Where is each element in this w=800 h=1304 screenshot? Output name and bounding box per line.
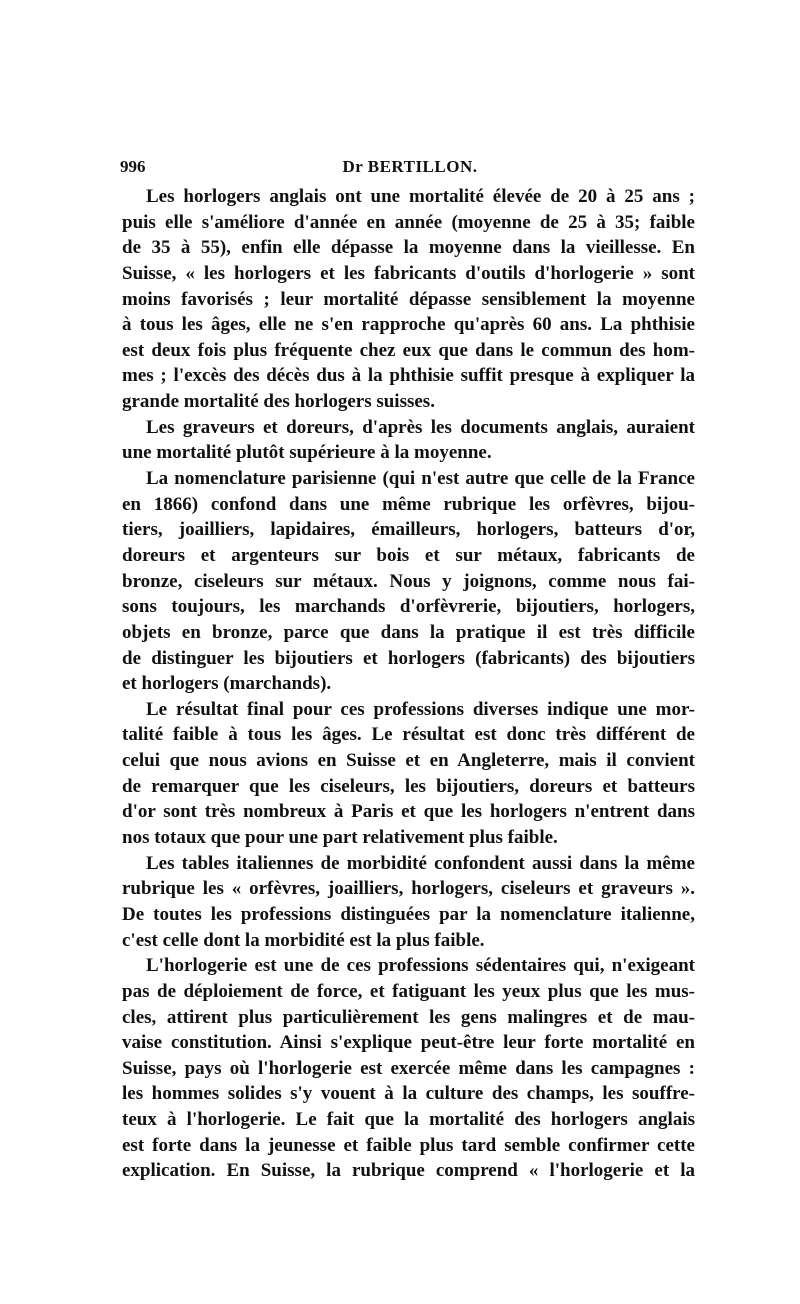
- text-line: explication. En Suisse, la rubrique comprend « l'horlogerie et la: [122, 1160, 695, 1182]
- text-line: talité faible à tous les âges. Le résultat est donc très différent de: [122, 724, 695, 746]
- text-line: de remarquer que les ciseleurs, les bijoutiers, doreurs et batteurs: [122, 775, 695, 797]
- text-line: De toutes les professions distinguées par la nomenclature italienne,: [122, 903, 695, 925]
- text-line: de 35 à 55), enfin elle dépasse la moyenne dans la vieillesse. En: [122, 237, 695, 259]
- header-title: Dr BERTILLON.: [342, 157, 478, 176]
- text-line: bronze, ciseleurs sur métaux. Nous y joignons, comme nous fai-: [122, 570, 695, 592]
- text-line: vaise constitution. Ainsi s'explique peut-être leur forte mortalité en: [122, 1032, 695, 1054]
- text-line: c'est celle dont la morbidité est la plus faible.: [122, 929, 485, 951]
- text-line: en 1866) confond dans une même rubrique les orfèvres, bijou-: [122, 493, 695, 515]
- running-head: [120, 157, 700, 181]
- text-line: d'or sont très nombreux à Paris et que les horlogers n'entrent dans: [122, 801, 695, 823]
- text-line: L'horlogerie est une de ces professions sédentaires qui, n'exigeant: [146, 955, 695, 977]
- text-line: et horlogers (marchands).: [122, 673, 332, 695]
- text-line: tiers, joailliers, lapidaires, émailleurs, horlogers, batteurs d'or,: [122, 519, 695, 541]
- text-line: sons toujours, les marchands d'orfèvrerie, bijoutiers, horlogers,: [122, 596, 695, 618]
- text-line: teux à l'horlogerie. Le fait que la mortalité des horlogers anglais: [122, 1109, 695, 1131]
- text-line: à tous les âges, elle ne s'en rapproche qu'après 60 ans. La phthisie: [122, 314, 695, 336]
- text-line: mes ; l'excès des décès dus à la phthisie suffit presque à expliquer la: [122, 365, 695, 387]
- text-line: pas de déploiement de force, et fatiguant les yeux plus que les mus-: [122, 980, 695, 1002]
- text-line: nos totaux que pour une part relativement plus faible.: [122, 827, 558, 849]
- text-line: les hommes solides s'y vouent à la culture des champs, les souffre-: [122, 1083, 695, 1105]
- body-text: [122, 184, 695, 1184]
- text-line: doreurs et argenteurs sur bois et sur métaux, fabricants de: [122, 544, 695, 566]
- text-line: Les horlogers anglais ont une mortalité élevée de 20 à 25 ans ;: [146, 186, 695, 207]
- text-line: rubrique les « orfèvres, joailliers, horlogers, ciseleurs et graveurs ».: [122, 878, 695, 900]
- text-line: Les graveurs et doreurs, d'après les documents anglais, auraient: [146, 416, 695, 438]
- text-line: Suisse, pays où l'horlogerie est exercée même dans les campagnes :: [122, 1057, 695, 1079]
- text-line: cles, attirent plus particulièrement les gens malingres et de mau-: [122, 1006, 695, 1028]
- text-line: est forte dans la jeunesse et faible plus tard semble confirmer cette: [122, 1134, 695, 1156]
- text-line: moins favorisés ; leur mortalité dépasse sensiblement la moyenne: [122, 288, 695, 310]
- text-line: est deux fois plus fréquente chez eux que dans le commun des hom-: [122, 339, 695, 361]
- text-line: de distinguer les bijoutiers et horlogers (fabricants) des bijoutiers: [122, 647, 695, 669]
- text-line: objets en bronze, parce que dans la pratique il est très difficile: [122, 621, 695, 643]
- text-line: La nomenclature parisienne (qui n'est autre que celle de la France: [146, 468, 695, 490]
- text-line: celui que nous avions en Suisse et en Angleterre, mais il convient: [122, 750, 695, 772]
- text-line: Le résultat final pour ces professions diverses indique une mor-: [146, 698, 695, 720]
- text-line: Les tables italiennes de morbidité confondent aussi dans la même: [146, 852, 695, 874]
- page-number: 996: [120, 157, 146, 176]
- text-line: une mortalité plutôt supérieure à la moyenne.: [122, 442, 492, 464]
- text-line: puis elle s'améliore d'année en année (moyenne de 25 à 35; faible: [122, 211, 695, 233]
- text-line: grande mortalité des horlogers suisses.: [122, 391, 435, 413]
- text-line: Suisse, « les horlogers et les fabricants d'outils d'horlogerie » sont: [122, 262, 695, 284]
